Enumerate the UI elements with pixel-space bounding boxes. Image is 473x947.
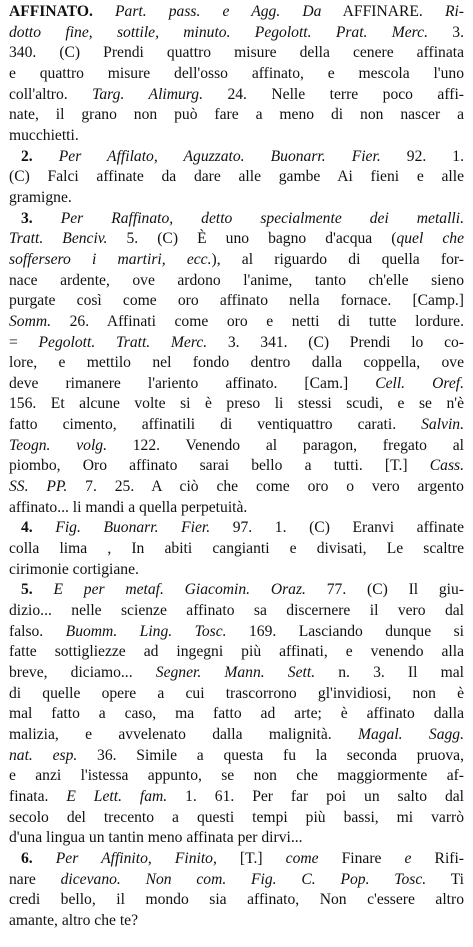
italic-text: Pegolott. Tratt. Merc. [38, 333, 208, 351]
italic-text: SS. PP. [9, 478, 68, 496]
italic-text: Targ. Alimurg. [92, 85, 203, 103]
text-segment: AFFINARE. [321, 3, 445, 20]
text-line [9, 498, 464, 519]
text-segment: nare [9, 870, 61, 888]
text-segment: secolo del trecento a questi tempi più bassi, mi varrò [9, 808, 464, 826]
text-segment: 7. 25. A ciò che come oro o vero argento [67, 478, 464, 496]
text-line [9, 147, 464, 168]
text-segment: Ti [426, 870, 464, 888]
text-line [9, 126, 464, 147]
italic-text: Buomm. Ling. Tosc. [65, 622, 227, 640]
italic-text: soffersero i martiri, ecc. [9, 250, 212, 268]
italic-text: Segner. Mann. Sett. [155, 664, 316, 681]
text-line [9, 374, 464, 395]
text-line [9, 560, 464, 581]
italic-text: Per Raffinato, detto specialmente dei metalli. [60, 209, 464, 227]
italic-text: E per metaf. Giacomin. Oraz. [53, 581, 306, 599]
text-line [9, 23, 464, 44]
text-line [9, 394, 464, 415]
text-segment: 36. Simile a questa fu la seconda pruova, [77, 746, 464, 764]
text-line [9, 849, 464, 870]
text-line [9, 291, 464, 312]
text-segment: ), al riguardo di quella for- [211, 250, 464, 268]
text-line [9, 684, 464, 705]
text-segment: coll'altro. [9, 85, 93, 103]
headword-or-sense-number: 4. [21, 519, 33, 537]
text-segment [33, 850, 56, 867]
italic-text: e [404, 849, 412, 867]
text-line [9, 539, 464, 560]
text-segment: 3. [427, 23, 464, 41]
text-line [9, 828, 464, 849]
text-segment: 122. Venendo al paragon, fregato al [106, 436, 464, 454]
text-line [9, 229, 464, 250]
text-line [9, 704, 464, 725]
text-line [9, 105, 464, 126]
text-line [9, 64, 464, 85]
text-segment: credi bello, il mondo sia affinato, Non c'essere altro [9, 891, 464, 909]
text-segment: n. 3. Il mal [315, 664, 464, 681]
italic-text: Cell. Oref. [375, 374, 464, 392]
text-segment: dizio... nelle scienze affinato sa discernere il vero dal [9, 602, 464, 620]
italic-text: Ri- [444, 3, 464, 20]
text-segment: piombo, Oro affinato sarai bello a tutti. [T.] [9, 457, 430, 475]
text-line [9, 601, 464, 622]
text-segment: lore, e mettilo nel fondo dentro dalla coppella, ove [9, 354, 464, 372]
text-segment: 97. 1. (C) Eranvi affinate [210, 519, 464, 537]
text-segment: 1. 61. Per far poi un salto dal [167, 787, 464, 805]
text-line [9, 209, 464, 230]
text-segment: nate, il grano non può fare a meno di non nascer a [9, 106, 464, 124]
text-line [9, 188, 464, 209]
text-segment: 5. (C) È uno bagno d'acqua ( [107, 230, 397, 248]
italic-text: Teogn. volg. [9, 436, 107, 454]
text-segment: 24. Nelle terre poco affi- [202, 85, 464, 103]
dictionary-entry-affinato [9, 2, 464, 932]
text-line [9, 725, 464, 746]
text-segment: mal fatto a caso, ma fatto ad arte; è affinato dalla [9, 705, 464, 723]
text-line [9, 271, 464, 292]
text-segment: malizia, e avvelenato dalla malignità. [9, 725, 358, 743]
text-segment: d'una lingua un tantin meno affinata per dirvi... [9, 829, 303, 847]
italic-text: come [285, 849, 319, 867]
text-segment [93, 3, 115, 20]
text-line [9, 333, 464, 354]
italic-text: Cass. [429, 457, 464, 475]
text-line [9, 787, 464, 808]
text-line [9, 2, 464, 23]
italic-text: Salvin. [421, 416, 464, 434]
text-line [9, 456, 464, 477]
text-line [9, 415, 464, 436]
italic-text: quel che [396, 230, 464, 248]
text-segment [33, 519, 56, 536]
italic-text: Part. pass. e Agg. Da [115, 3, 322, 20]
headword-or-sense-number: 3. [21, 209, 33, 227]
text-line [9, 312, 464, 333]
text-line [9, 43, 464, 64]
headword-or-sense-number: 6. [21, 849, 33, 867]
text-segment: e quattro misure dell'osso affinato, e mescola l'uno [9, 64, 464, 82]
italic-text: Somm. [9, 312, 52, 330]
text-line [9, 85, 464, 106]
text-segment: 340. (C) Prendi quattro misure della cenere affinata [9, 44, 464, 62]
text-line [9, 808, 464, 829]
text-segment: nace ardente, ove ardono l'anime, tanto ch'elle sieno [9, 271, 464, 289]
text-segment: amante, altro che te? [9, 911, 139, 929]
text-segment: Finare [318, 849, 405, 867]
text-segment: affinato... li mandi a quella perpetuità. [9, 498, 248, 516]
text-segment: 26. Affinati come oro e netti di tutte lordure. [51, 312, 464, 330]
text-segment: falso. [9, 622, 66, 640]
text-segment [33, 148, 59, 165]
text-line [9, 642, 464, 663]
italic-text: Fig. Buonarr. Fier. [55, 519, 211, 537]
text-line [9, 436, 464, 457]
headword-or-sense-number: AFFINATO. [9, 3, 93, 20]
text-segment: e anzi l'istessa appunto, se non che maggiormente af- [9, 767, 464, 785]
text-line [9, 353, 464, 374]
italic-text: nat. esp. [9, 746, 78, 764]
text-line [9, 167, 464, 188]
text-segment: cirimonie cortigiane. [9, 560, 139, 578]
italic-text: E Lett. fam. [66, 787, 168, 805]
italic-text: Per Affinito, Finito, [55, 849, 217, 867]
text-line [9, 911, 464, 932]
text-segment [33, 581, 54, 598]
text-segment: colla lima , In abiti cangianti e divisati, Le scaltre [9, 540, 464, 558]
text-segment: di quelle opere a cui trascorrono gl'invidiosi, non è [9, 684, 464, 702]
text-line [9, 663, 464, 684]
text-segment: fatto cimento, affinatili di ventiquattro carati. [9, 416, 422, 434]
text-segment: breve, diciamo... [9, 664, 156, 681]
text-segment: (C) Falci affinate da dare alle gambe Ai fieni e alle [9, 168, 464, 186]
text-segment: 77. (C) Il giu- [305, 581, 464, 599]
text-segment: deve rimanere l'ariento affinato. [Cam.] [9, 374, 376, 392]
text-segment: 156. Et alcune volte si è preso li stessi scudi, e se n'è [9, 395, 464, 413]
text-segment: gramigne. [9, 188, 72, 206]
text-line [9, 250, 464, 271]
text-line [9, 746, 464, 767]
headword-or-sense-number: 2. [21, 147, 33, 165]
text-segment: = [9, 333, 39, 351]
text-segment: mucchietti. [9, 126, 79, 144]
text-segment: 3. 341. (C) Prendi lo co- [207, 333, 464, 351]
text-segment: finata. [9, 787, 67, 805]
italic-text: Magal. Sagg. [357, 725, 464, 743]
text-segment: fatte sottigliezze ad ingegni più affinati, e venendo alla [9, 643, 464, 661]
text-line [9, 477, 464, 498]
text-line [9, 580, 464, 601]
text-segment: 169. Lasciando dunque si [226, 622, 464, 640]
text-segment: purgate così come oro affinato nella fornace. [Camp.] [9, 292, 464, 310]
text-segment: [T.] [216, 849, 286, 867]
text-line [9, 518, 464, 539]
italic-text: dicevano. Non com. Fig. C. Pop. Tosc. [60, 870, 427, 888]
italic-text: dotto fine, sottile, minuto. Pegolott. Prat. Merc. [9, 23, 428, 41]
text-line [9, 890, 464, 911]
italic-text: Per Affilato, Aguzzato. Buonarr. Fier. [58, 147, 381, 165]
text-segment: 92. 1. [380, 147, 464, 165]
text-segment [33, 210, 61, 227]
headword-or-sense-number: 5. [21, 581, 33, 599]
italic-text: Tratt. Benciv. [9, 230, 108, 248]
text-line [9, 766, 464, 787]
text-line [9, 622, 464, 643]
text-line [9, 870, 464, 891]
text-segment: Rifi- [411, 849, 464, 867]
